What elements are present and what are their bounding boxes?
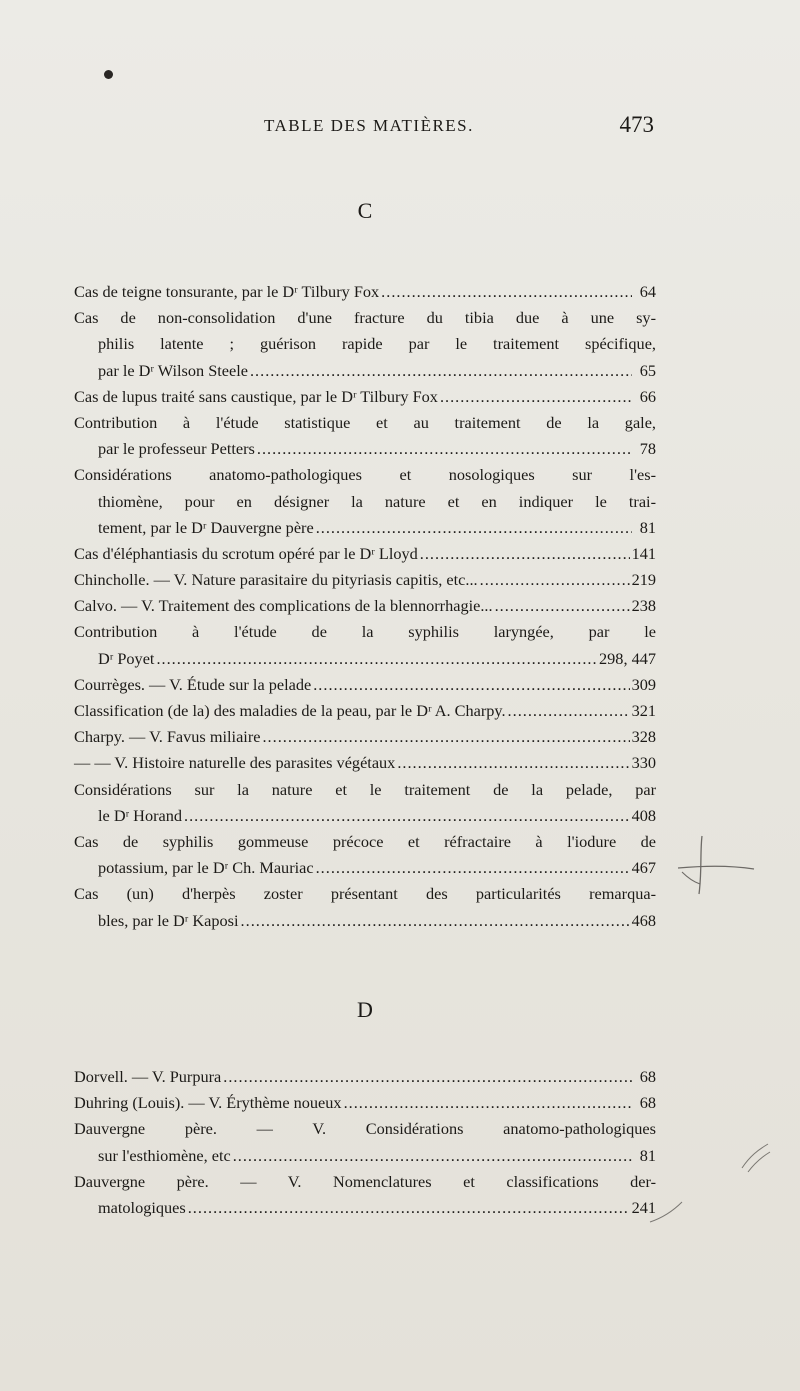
toc-page-number: 64 (639, 282, 656, 301)
toc-entry-line (74, 1143, 656, 1169)
toc-entry-text: Contribution à l'étude statistique et au traitement de la gale, (74, 412, 656, 432)
toc-entry-text: Cas de non-consolidation d'une fracture du tibia due à une sy- (74, 308, 656, 328)
toc-entry (74, 1090, 656, 1116)
toc-page-number: 68 (639, 1093, 656, 1113)
toc-entry (74, 1116, 656, 1168)
toc-entry (74, 279, 656, 305)
toc-page-number: 238 (631, 596, 656, 616)
dot-leader (440, 384, 632, 410)
running-header (74, 112, 654, 142)
section-c-entries (74, 279, 656, 934)
toc-entry-text: par le Dʳ Wilson Steele (98, 360, 248, 380)
toc-entry-text: Contribution à l'étude de la syphilis laryngée, par le (74, 622, 656, 642)
toc-entry-text: Cas d'éléphantiasis du scrotum opéré par le Dʳ Lloyd (74, 543, 418, 563)
toc-entry-line (74, 515, 656, 541)
toc-page-number: 241 (631, 1197, 656, 1217)
toc-entry-line (74, 593, 656, 619)
toc-entry-line (74, 750, 656, 776)
toc-entry-line (74, 724, 656, 750)
ink-speck (104, 70, 113, 79)
toc-entry-text: — — V. Histoire naturelle des parasites végétaux (74, 753, 396, 773)
toc-entry (74, 410, 656, 462)
toc-entry-line (74, 462, 656, 488)
dot-leader (250, 358, 632, 384)
toc-entry-line (74, 384, 656, 410)
dot-leader (495, 593, 630, 619)
toc-entry-line (74, 1195, 656, 1221)
toc-entry-line (74, 1090, 656, 1116)
toc-entry-text: matologiques (98, 1197, 186, 1217)
toc-page-number: 467 (631, 858, 656, 878)
toc-entry (74, 1064, 656, 1090)
toc-entry (74, 777, 656, 829)
dot-leader (480, 567, 630, 593)
toc-page-number: 68 (639, 1067, 656, 1086)
dot-leader (397, 750, 629, 776)
toc-entry-line (74, 829, 656, 855)
dot-leader (316, 515, 632, 541)
toc-entry-text: potassium, par le Dʳ Ch. Mauriac (98, 858, 314, 878)
dot-leader (184, 803, 630, 829)
toc-entry-text: thiomène, pour en désigner la nature et en indiquer le trai- (98, 491, 656, 511)
toc-entry-line (74, 358, 656, 384)
toc-entry-text: par le professeur Petters (98, 439, 255, 459)
toc-entry-text: Courrèges. — V. Étude sur la pelade (74, 674, 312, 694)
margin-pencil-scribble (738, 1138, 778, 1178)
toc-entry-line (74, 410, 656, 436)
section-letter-c: C (357, 198, 373, 223)
toc-entry-line (74, 803, 656, 829)
toc-entry (74, 724, 656, 750)
toc-entry-line (74, 1064, 656, 1090)
toc-entry-line (74, 567, 656, 593)
toc-entry (74, 698, 656, 724)
toc-entry-line (74, 698, 656, 724)
dot-leader (156, 646, 597, 672)
toc-entry-text: Cas de lupus traité sans caustique, par le Dʳ Tilbury Fox (74, 386, 438, 406)
toc-entry-text: Cas de syphilis gommeuse précoce et réfractaire à l'iodure de (74, 831, 656, 851)
dot-leader (508, 698, 630, 724)
toc-page-number: 66 (639, 386, 656, 406)
dot-leader (381, 279, 632, 305)
toc-entry-line (74, 541, 656, 567)
toc-entry-line (74, 489, 656, 515)
toc-entry-line (74, 305, 656, 331)
toc-page-number: 328 (631, 727, 656, 747)
toc-entry-line (74, 777, 656, 803)
toc-entry-text: Duhring (Louis). — V. Érythème noueux (74, 1093, 342, 1113)
toc-entry-line (74, 619, 656, 645)
dot-leader (316, 855, 630, 881)
toc-entry-text: Dorvell. — V. Purpura (74, 1067, 222, 1086)
toc-entry-line (74, 646, 656, 672)
toc-entry-line (74, 672, 656, 698)
dot-leader (262, 724, 629, 750)
toc-entry-text: philis latente ; guérison rapide par le traitement spécifique, (98, 334, 656, 354)
toc-page-number: 298, 447 (599, 648, 656, 668)
toc-entry (74, 593, 656, 619)
toc-entry (74, 305, 656, 384)
dot-leader (188, 1195, 630, 1221)
dot-leader (344, 1090, 632, 1116)
toc-entry-line (74, 1116, 656, 1142)
toc-entry-line (74, 436, 656, 462)
toc-entry-text: Considérations sur la nature et le traitement de la pelade, par (74, 779, 656, 799)
toc-entry-text: Dʳ Poyet (98, 648, 155, 668)
toc-entry-text: Considérations anatomo-pathologiques et nosologiques sur l'es- (74, 465, 656, 485)
toc-entry (74, 619, 656, 671)
toc-entry-text: Classification (de la) des maladies de la peau, par le Dʳ A. Charpy. (74, 701, 506, 720)
margin-pencil-cross-mark (672, 832, 762, 902)
toc-entry-text: Dauvergne père. — V. Considérations anatomo-pathologiques (74, 1119, 656, 1139)
toc-entry-line (74, 855, 656, 881)
toc-entry-text: Charpy. — V. Favus miliaire (74, 727, 261, 747)
toc-page-number: 78 (639, 439, 656, 459)
toc-page-number: 81 (639, 1145, 656, 1165)
toc-entry-text: Cas (un) d'herpès zoster présentant des particularités remarqua- (74, 884, 656, 904)
toc-page-number: 309 (631, 674, 656, 694)
toc-entry-text: sur l'esthiomène, etc (98, 1145, 231, 1165)
toc-entry (74, 672, 656, 698)
toc-entry-text: Chincholle. — V. Nature parasitaire du pityriasis capitis, etc... (74, 570, 478, 590)
margin-pencil-curl (648, 1198, 688, 1228)
dot-leader (241, 908, 630, 934)
dot-leader (420, 541, 630, 567)
toc-page-number: 81 (639, 517, 656, 537)
toc-entry (74, 750, 656, 776)
toc-entry (74, 462, 656, 541)
dot-leader (233, 1143, 632, 1169)
toc-entry-text: Cas de teigne tonsurante, par le Dʳ Tilbury Fox (74, 282, 380, 301)
toc-page-number: 219 (631, 570, 656, 590)
toc-page-number: 468 (631, 910, 656, 930)
dot-leader (257, 436, 632, 462)
toc-page-number: 330 (631, 753, 656, 773)
toc-page-number: 141 (631, 543, 656, 563)
toc-entry-text: le Dʳ Horand (98, 805, 183, 825)
toc-entry (74, 567, 656, 593)
toc-entry-text: Dauvergne père. — V. Nomenclatures et classifications der- (74, 1171, 656, 1191)
header-title: TABLE DES MATIÈRES. (264, 116, 474, 135)
toc-entry (74, 881, 656, 933)
toc-entry-text: tement, par le Dʳ Dauvergne père (98, 517, 314, 537)
toc-entry-text: Calvo. — V. Traitement des complications de la blennorrhagie... (74, 596, 493, 616)
toc-entry-line (74, 1169, 656, 1195)
toc-page-number: 321 (631, 701, 656, 720)
page-number: 473 (619, 112, 654, 137)
toc-entry (74, 829, 656, 881)
section-d-entries (74, 1064, 656, 1221)
toc-entry-line (74, 279, 656, 305)
section-letter-d: D (357, 997, 373, 1022)
toc-entry-text: bles, par le Dʳ Kaposi (98, 910, 239, 930)
toc-page-number: 408 (631, 805, 656, 825)
toc-entry (74, 384, 656, 410)
toc-entry-line (74, 908, 656, 934)
toc-entry (74, 541, 656, 567)
toc-entry (74, 1169, 656, 1221)
dot-leader (313, 672, 629, 698)
toc-page-number: 65 (639, 360, 656, 380)
toc-entry-line (74, 881, 656, 907)
toc-entry-line (74, 331, 656, 357)
dot-leader (223, 1064, 632, 1090)
